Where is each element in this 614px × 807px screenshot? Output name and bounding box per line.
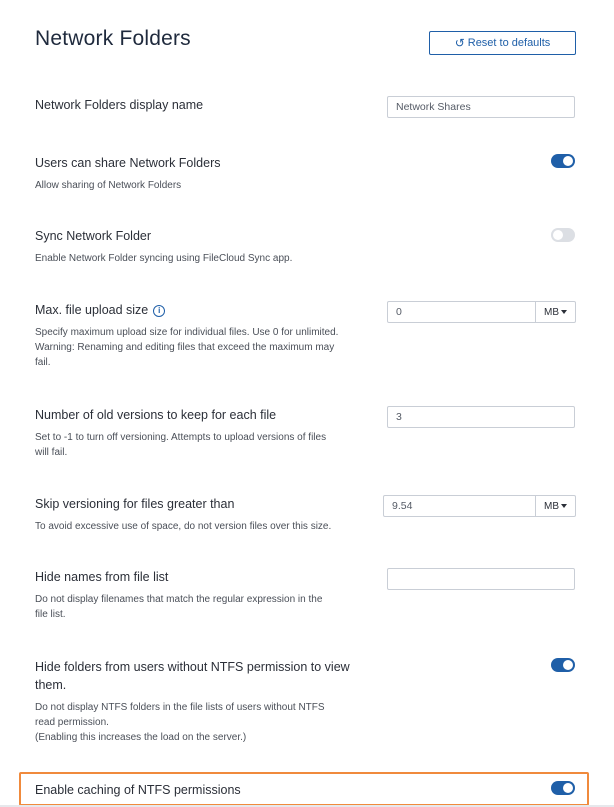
hide-folders-desc-line: (Enabling this increases the load on the server.): [35, 732, 247, 743]
skip-versioning-unit-select[interactable]: [536, 495, 576, 517]
hide-names-label: Hide names from file list: [35, 570, 169, 584]
hide-folders-desc-line: Do not display NTFS folders in the file lists of users without NTFS: [35, 702, 325, 713]
display-name-label: Network Folders display name: [35, 98, 204, 112]
caret-down-icon: [561, 504, 567, 508]
caret-down-icon: [561, 310, 567, 314]
page-title: Network Folders: [35, 27, 191, 50]
skip-versioning-input[interactable]: [383, 495, 536, 517]
hide-folders-label-line: them.: [35, 678, 67, 692]
hide-folders-toggle[interactable]: [551, 658, 575, 672]
undo-icon: ↺: [454, 36, 465, 50]
old-versions-desc-line: will fail.: [35, 447, 68, 458]
sync-network-folder-desc: Enable Network Folder syncing using FileCloud Sync app.: [35, 253, 293, 264]
hide-names-input[interactable]: [387, 568, 575, 590]
old-versions-label: Number of old versions to keep for each file: [35, 408, 277, 422]
hide-names-desc-line: file list.: [35, 609, 66, 620]
toggle-knob: [563, 660, 573, 670]
old-versions-desc: [35, 430, 380, 460]
max-upload-size-input[interactable]: [387, 301, 536, 323]
share-network-folders-desc: Allow sharing of Network Folders: [35, 180, 182, 191]
reset-to-defaults-label: Reset to defaults: [467, 37, 551, 49]
max-upload-desc-line: fail.: [35, 357, 51, 368]
skip-versioning-desc: To avoid excessive use of space, do not version files over this size.: [35, 521, 332, 532]
max-upload-desc-line: Specify maximum upload size for individual files. Use 0 for unlimited.: [35, 327, 339, 338]
hide-names-desc: [35, 592, 380, 622]
hide-folders-desc: [35, 700, 380, 745]
max-upload-desc-line: Warning: Renaming and editing files that exceed the maximum may: [35, 342, 335, 353]
skip-versioning-label: Skip versioning for files greater than: [35, 497, 235, 511]
max-upload-size-desc: [35, 325, 380, 370]
old-versions-input[interactable]: [387, 406, 575, 428]
hide-names-desc-line: Do not display filenames that match the regular expression in the: [35, 594, 323, 605]
max-upload-unit-value: MB: [544, 306, 559, 318]
skip-versioning-unit-value: MB: [544, 500, 559, 512]
share-network-folders-toggle[interactable]: [551, 154, 575, 168]
toggle-knob: [553, 230, 563, 240]
toggle-knob: [563, 783, 573, 793]
hide-folders-label-line: Hide folders from users without NTFS permission to view: [35, 660, 350, 674]
old-versions-desc-line: Set to -1 to turn off versioning. Attempts to upload versions of files: [35, 432, 327, 443]
toggle-knob: [563, 156, 573, 166]
ntfs-caching-toggle[interactable]: [551, 781, 575, 795]
share-network-folders-label: Users can share Network Folders: [35, 156, 221, 170]
display-name-input[interactable]: [387, 96, 575, 118]
hide-folders-label: [35, 658, 375, 694]
info-icon[interactable]: i: [153, 305, 165, 317]
ntfs-caching-label: Enable caching of NTFS permissions: [35, 783, 241, 797]
max-upload-size-label: Max. file upload size: [35, 303, 149, 317]
max-upload-size-label-row: [35, 301, 375, 319]
max-upload-unit-select[interactable]: [536, 301, 576, 323]
reset-to-defaults-button[interactable]: [429, 31, 576, 55]
hide-folders-desc-line: read permission.: [35, 717, 109, 728]
sync-network-folder-toggle[interactable]: [551, 228, 575, 242]
sync-network-folder-label: Sync Network Folder: [35, 229, 152, 243]
